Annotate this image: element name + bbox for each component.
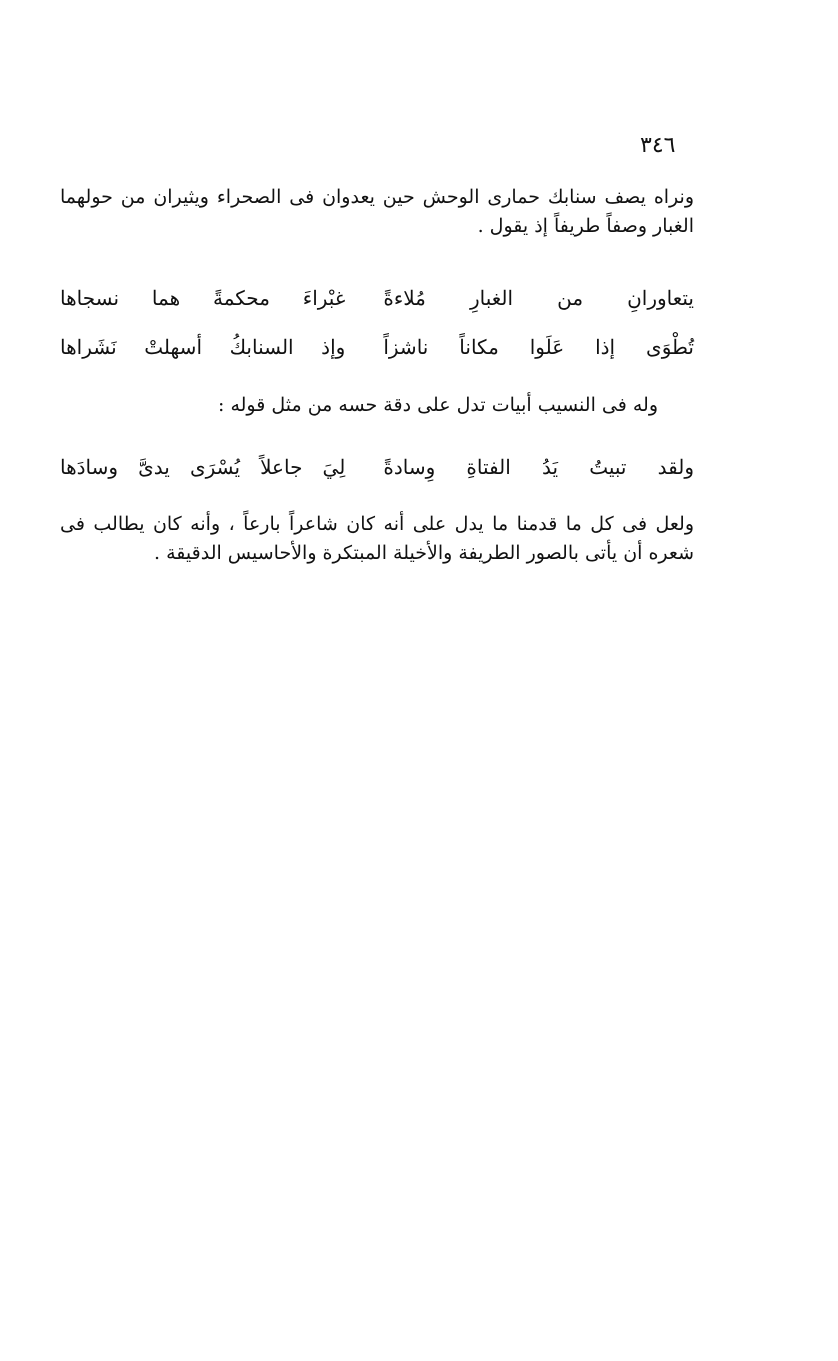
closing-paragraph: ولعل فى كل ما قدمنا ما يدل على أنه كان شاعراً بارعاً ، وأنه كان يطالب فى شعره أن يأتى بالصور الطريفة والأخيلة المبتكرة والأحاسيس الدقيقة . [60,513,694,565]
verse-line-2 [60,330,694,364]
verse-line-1 [60,281,694,315]
verse-line-3 [60,450,694,484]
intro-paragraph: ونراه يصف سنابك حمارى الوحش حين يعدوان فى الصحراء ويثيران من حولهما الغبار وصفاً طريفاً إذ يقول . [60,186,694,238]
verse-3-first-hemistich: ولقد تبيتُ يَدُ الفتاةِ وِسادةً [383,455,694,479]
verse-intro-paragraph: وله فى النسيب أبيات تدل على دقة حسه من مثل قوله : [218,394,658,416]
verse-1-first-hemistich: يتعاورانِ من الغبارِ مُلاءةً [383,286,694,310]
page-number: ٣٤٦ [640,133,676,158]
verse-3-second-hemistich: لِيَ جاعلاً يُسْرَى يدىَّ وسادَها [60,455,346,479]
verse-1-second-hemistich: غبْراءَ محكمةً هما نسجاها [60,286,346,310]
verse-2-first-hemistich: تُطْوَى إذا عَلَوا مكاناً ناشزاً [383,335,694,359]
verse-2-second-hemistich: وإذ السنابكُ أسهلتْ نَشَراها [60,335,346,359]
